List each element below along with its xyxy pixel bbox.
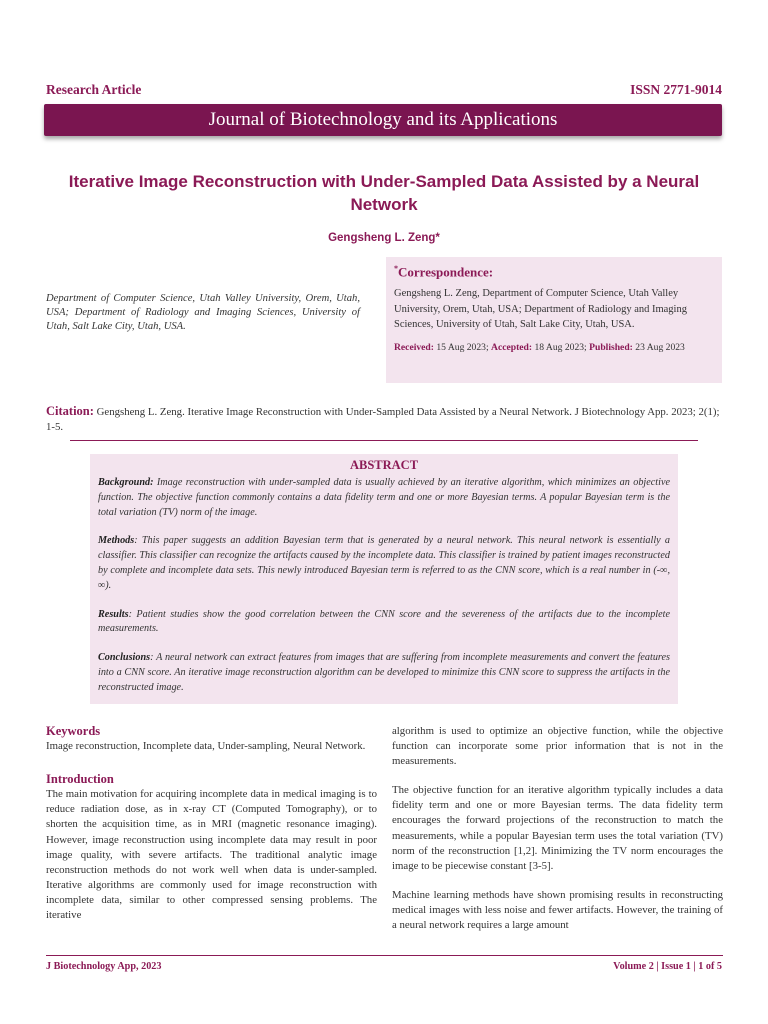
divider	[70, 440, 698, 441]
introduction-paragraph-continued: algorithm is used to optimize an objective function, while the objective function can incorporate some prior information that is not in the measurements.	[392, 725, 723, 768]
introduction-paragraph: The main motivation for acquiring incomplete data in medical imaging is to reduce radiation dose, as in x-ray CT (Computed Tomography), or to shorten the acquisition time, as in MRI (magnetic resonance imaging). However, image reconstruction using incomplete data may result in poor image quality, with severe artifacts. The traditional analytic image reconstruction methods do not work well when data is under-sampled. Iterative algorithms are commonly used for image reconstruction with incomplete data, similar to other compressed sensing problems. The iterative	[46, 788, 377, 922]
affiliation: Department of Computer Science, Utah Valley University, Orem, Utah, USA; Department of Radiology and Imaging Sciences, University of Utah, Salt Lake City, Utah, USA.	[46, 293, 360, 332]
keywords-heading: Keywords	[46, 724, 101, 738]
right-column	[392, 724, 723, 933]
left-column	[46, 724, 377, 923]
correspondence-box	[386, 257, 722, 383]
introduction-paragraph: Machine learning methods have shown promising results in reconstructing medical images with less noise and fewer artifacts. However, the training of a neural network requires a large amount	[392, 888, 723, 932]
correspondence-text: Gengsheng L. Zeng, Department of Computer Science, Utah Valley University, Orem, Utah, USA; Department of Radiology and Imaging Sciences, University of Utah, Salt Lake City, Utah, USA.	[394, 288, 687, 331]
publication-dates: Received: 15 Aug 2023; Accepted: 18 Aug 2023; Published: 23 Aug 2023	[394, 341, 685, 353]
correspondence-heading: *Correspondence:	[394, 264, 494, 280]
introduction-heading: Introduction	[46, 772, 114, 787]
footer-divider	[46, 955, 723, 956]
abstract-background: Background: Image reconstruction with under-sampled data is usually achieved by an iterative algorithm, which minimizes an objective function. The objective function commonly contains a data fidelity term and one or more Bayesian terms. A popular Bayesian term is the total variation (TV) norm of the image.	[98, 477, 670, 518]
article-type: Research Article	[46, 82, 142, 97]
abstract-conclusions: Conclusions: A neural network can extract features from images that are suffering from incomplete measurements and convert the features into a CNN score. An iterative image reconstruction algorithm can be developed to minimize this CNN score to suppress the artifacts in the reconstructed image.	[98, 652, 670, 693]
issn: ISSN 2771-9014	[630, 82, 722, 97]
journal-banner: Journal of Biotechnology and its Applications	[44, 104, 722, 136]
author-name: Gengsheng L. Zeng*	[328, 232, 440, 244]
paper-title: Iterative Image Reconstruction with Under-Sampled Data Assisted by a Neural Network	[68, 172, 700, 214]
footer-page-info: Volume 2 | Issue 1 | 1 of 5	[613, 961, 722, 972]
keywords-text: Image reconstruction, Incomplete data, Under-sampling, Neural Network.	[46, 740, 366, 753]
citation	[46, 404, 726, 435]
abstract-heading: ABSTRACT	[349, 458, 419, 472]
abstract-methods: Methods: This paper suggests an addition Bayesian term that is generated by a neural network. This neural network is essentially a classifier. This classifier can recognize the artifacts caused by the incomplete data. This classifier is trained by patient images reconstructed by complete and incomplete data sets. This newly introduced Bayesian term is referred to as the CNN score, which is a real number in (-∞, ∞).	[98, 535, 670, 591]
citation-text: Gengsheng L. Zeng. Iterative Image Reconstruction with Under-Sampled Data Assisted by a Neural Network. J Biotechnology App. 2023; 2(1); 1-5.	[46, 406, 720, 433]
footer-journal: J Biotechnology App, 2023	[46, 961, 162, 972]
abstract-results: Results: Patient studies show the good correlation between the CNN score and the severeness of the artifacts due to the incomplete measurements.	[98, 608, 670, 635]
citation-label: Citation:	[46, 404, 94, 418]
introduction-paragraph: The objective function for an iterative algorithm typically includes a data fidelity term and one or more Bayesian terms. The data fidelity term encourages the forward projections of the reconstruction to match the measurements, while a popular Bayesian term uses the total variation (TV) norm of the reconstruction [1,2]. Minimizing the TV norm encourages the image to be piecewise constant [3-5].	[392, 784, 723, 872]
abstract-box	[90, 454, 678, 704]
